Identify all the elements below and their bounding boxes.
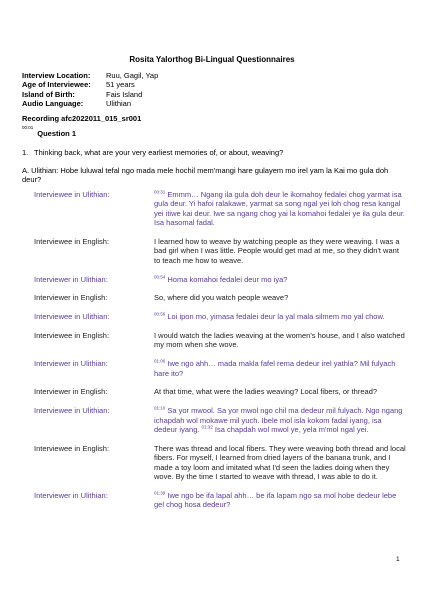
metadata-key: Age of Interviewee: (22, 80, 91, 90)
utterance-text (154, 275, 406, 284)
ulithian-question: A. Ulithian: Hobe luluwal tefal ngo mada mele hochil mem'mangi hare gulayem mo irel yam la Kai mo gula doh deur? (22, 166, 389, 185)
metadata-row (22, 80, 158, 89)
document-title: Rosita Yalorthog Bi-Lingual Questionnaires (129, 55, 295, 64)
timestamp: 00:54 (154, 274, 166, 280)
speaker-label: Interviewee in English: (34, 443, 110, 453)
timestamp: 01:39 (154, 490, 166, 496)
dialogue-turn (34, 491, 406, 510)
speaker-label: Interviewer in Ulithian: (34, 490, 108, 500)
speaker-label: Interviewee in English: (34, 237, 110, 247)
dialogue-turn (34, 406, 406, 434)
recording-id: Recording afc2022011_015_sr001 (22, 114, 142, 123)
speaker-label: Interviewer in English: (34, 293, 108, 303)
dialogue-turn (34, 331, 406, 350)
metadata-key: Island of Birth: (22, 89, 75, 99)
utterance-segment: Emmm… Ngang ila gula doh deur le ikomahoy fedalei chog yarmat isa gula deur. Yi hafoi ralakawe, yarmat sa song ngal yei loh chog resa kangal yei itiwe kai deur. Iwe sa ngang chog yai la komahoi fedalei ye ila gula deur. Isa hasomal fadal. (154, 190, 405, 228)
timestamp: 00:31 (154, 189, 166, 195)
speaker-label: Interviewer in Ulithian: (34, 274, 108, 284)
metadata-value: Ruu, Gagil, Yap (106, 71, 159, 80)
utterance-segment: At that time, what were the ladies weaving? Local fibers, or thread? (154, 387, 378, 397)
question-heading: 00:01 Question 1 (22, 125, 77, 138)
utterance-segment: There was thread and local fibers. They were weaving both thread and local fibers. For myself, I learned from dried layers of the banana trunk, and I made a toy loom and imitated what I'd seen the ladies doing when they wove. By the time I started to weave with thread, I was able to do it. (154, 443, 406, 482)
dialogue-turn (34, 359, 406, 378)
speaker-label: Interviewer in Ulithian: (34, 359, 108, 369)
dialogue-turn (34, 444, 406, 482)
speaker-label: Interviewee in English: (34, 331, 110, 341)
timestamp: 01:06 (154, 358, 166, 364)
dialogue-turn (34, 275, 406, 284)
speaker-label: Interviewee in Ulithian: (34, 312, 110, 322)
utterance-segment: Iwe ngo be ifa lapal ahh… be ifa lapam ngo sa mol hobe dedeur lebe gel chog hosa dedeur? (154, 490, 397, 510)
dialogue-turn (34, 293, 406, 302)
metadata-row (22, 90, 158, 99)
dialogue-turn (34, 237, 406, 265)
metadata-value: Fais Island (106, 89, 143, 99)
utterance-text (154, 444, 406, 482)
utterance-text (154, 293, 406, 302)
metadata-value: 51 years (106, 80, 135, 90)
utterance-text (154, 237, 406, 265)
utterance-segment: Loi ipon mo, yimasa fedalei deur la yal mala silmem mo yal chow. (167, 312, 385, 322)
question-title: Question 1 (37, 129, 77, 138)
metadata-row (22, 99, 158, 108)
utterance-segment: I learned how to weave by watching people as they were weaving. I was a bad girl when I was little. People would get mad at me, so they didn't want to teach me how to weave. (154, 237, 400, 265)
utterance-text (154, 491, 406, 510)
question-number: 1. (22, 148, 29, 157)
timestamp: 01:10 (154, 405, 166, 411)
utterance-text (154, 359, 406, 378)
utterance-text (154, 331, 406, 350)
dialogue-turn (34, 312, 406, 321)
metadata-row (22, 71, 158, 80)
question-text: Thinking back, what are your very earliest memories of, or about, weaving? (34, 148, 284, 157)
metadata-key: Interview Location: (22, 71, 91, 80)
timestamp: 00:56 (154, 311, 166, 317)
timestamp: 01:32 (201, 424, 213, 430)
interview-metadata (22, 71, 158, 109)
utterance-text (154, 387, 406, 396)
utterance-segment: Homa komahoi fedalei deur mo iya? (167, 274, 288, 284)
utterance-segment: Isa chapdah wol mwol ye, yela m'mol ngal yei. (214, 425, 369, 435)
utterance-text (154, 406, 406, 434)
metadata-value: Ulithian (106, 99, 132, 109)
metadata-key: Audio Language: (22, 99, 84, 109)
dialogue-table (34, 190, 406, 519)
speaker-label: Interviewer in English: (34, 387, 108, 397)
speaker-label: Interviewee in Ulithian: (34, 190, 110, 199)
utterance-segment: So, where did you watch people weave? (154, 293, 289, 303)
utterance-segment: Iwe ngo ahh… mada makla fafel rema dedeur irel yathla? Mil fulyach hare ito? (154, 359, 396, 378)
utterance-text (154, 312, 406, 321)
utterance-text (154, 190, 406, 228)
dialogue-turn (34, 387, 406, 396)
utterance-segment: Sa yor mwool. Sa yor mwol ngo chil ma dedeur mil fulyach. Ngo ngang ichapdah wol mokawe mil yuch. Ibele mol isla kokom fadal iyang, isa dedeur iyang. (154, 406, 403, 435)
speaker-label: Interviewee in Ulithian: (34, 406, 110, 416)
page-number: 1 (396, 556, 400, 563)
question-text-block (22, 148, 402, 157)
dialogue-turn (34, 190, 406, 228)
utterance-segment: I would watch the ladies weaving at the women's house, and I also watched my mom when she wove. (154, 331, 405, 350)
